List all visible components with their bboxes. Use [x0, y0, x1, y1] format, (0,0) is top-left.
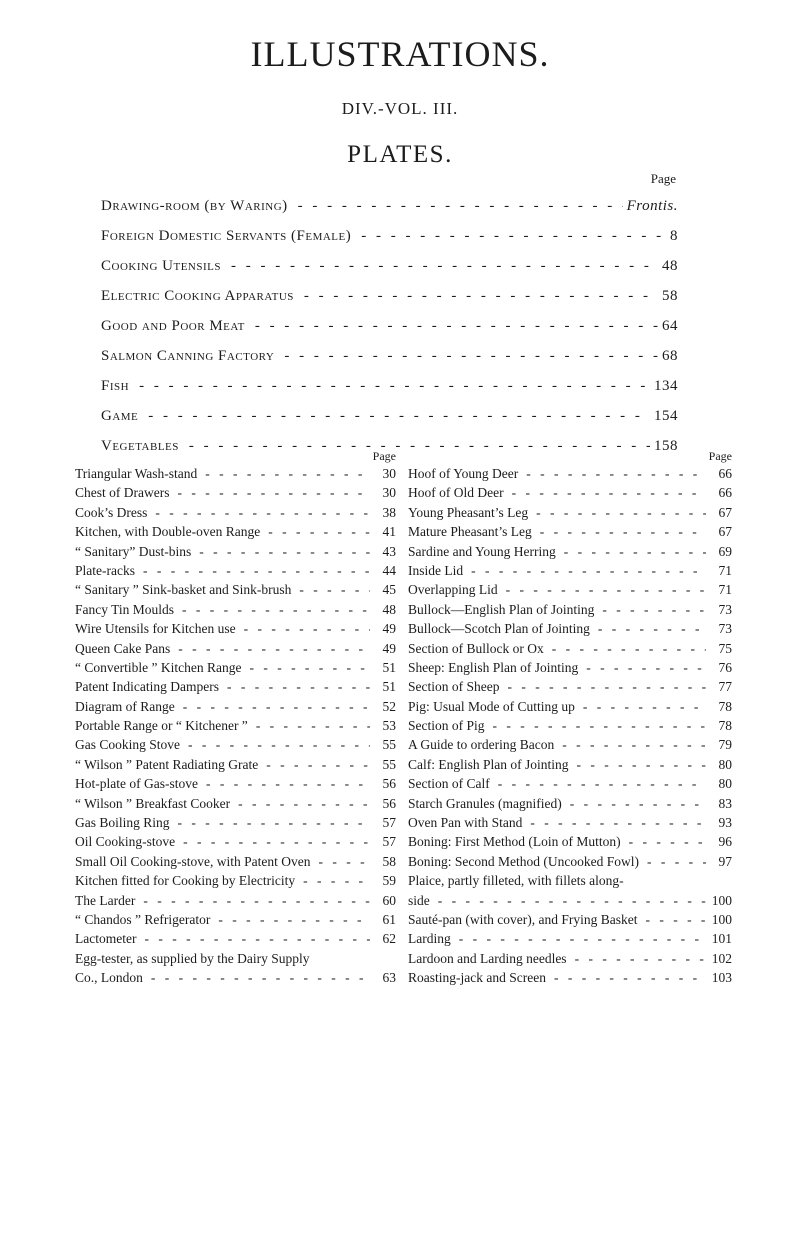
plate-title: Salmon Canning Factory [101, 348, 275, 364]
illustration-title: “ Sanitary” Dust-bins [75, 543, 192, 559]
illustration-title: Roasting-jack and Screen [408, 970, 546, 986]
illustration-page-number: 66 [718, 466, 732, 481]
illustration-title: Queen Cake Pans [75, 640, 171, 656]
illustration-page-number: 79 [718, 737, 732, 753]
dot-leader [629, 832, 706, 851]
illustration-title: Diagram of Range [75, 698, 175, 714]
illustration-entry [75, 600, 396, 619]
illustration-page-number: 71 [718, 582, 732, 598]
dot-leader [645, 910, 706, 929]
dot-leader [266, 755, 370, 774]
illustration-entry [75, 716, 396, 735]
illustration-title: Mature Pheasant’s Leg [408, 524, 532, 540]
dot-leader [298, 191, 623, 221]
illustration-entry [408, 774, 732, 793]
dot-leader [540, 522, 706, 541]
plate-entry [101, 311, 678, 341]
illustration-entry [408, 658, 732, 677]
dot-leader [506, 580, 706, 599]
illustration-page-number: 101 [711, 931, 732, 947]
illustration-page-number: 57 [382, 815, 396, 831]
right-page-label: Page [708, 449, 732, 463]
dot-leader [564, 542, 706, 561]
illustration-page-number: 66 [718, 485, 732, 501]
illustration-entry [408, 910, 732, 929]
illustration-entry [75, 503, 396, 522]
dot-leader [552, 639, 706, 658]
illustration-title: Larding [408, 931, 451, 947]
illustration-entry [75, 755, 396, 774]
illustration-entry [75, 794, 396, 813]
plate-title: Cooking Utensils [101, 258, 221, 274]
illustration-title: Co., London [75, 970, 143, 986]
illustration-title: Bullock—Scotch Plan of Jointing [408, 621, 590, 637]
illustration-entry [408, 949, 732, 968]
illustration-title: Starch Granules (magnified) [408, 795, 562, 811]
plate-page-number: Frontis. [626, 198, 678, 214]
dot-leader [471, 561, 706, 580]
illustration-title: Section of Pig [408, 718, 485, 734]
illustration-entry [75, 522, 396, 541]
plate-title: Good and Poor Meat [101, 318, 245, 334]
illustration-title: Hoof of Old Deer [408, 485, 504, 501]
plate-page-number: 134 [654, 378, 678, 394]
plate-title: Game [101, 408, 139, 424]
volume-subtitle: DIV.-VOL. III. [341, 99, 459, 118]
illustration-page-number: 80 [718, 776, 732, 792]
illustration-entry [75, 639, 396, 658]
dot-leader [577, 755, 707, 774]
illustration-entry [408, 677, 732, 696]
illustration-title: Sauté-pan (with cover), and Frying Basket [408, 911, 638, 927]
illustration-entry [408, 464, 732, 483]
illustration-page-number: 44 [382, 562, 396, 578]
illustration-page-number: 56 [382, 776, 396, 792]
illustration-page-number: 102 [711, 950, 732, 966]
illustration-entry [408, 813, 732, 832]
illustration-page-number: 100 [711, 892, 732, 908]
left-page-label: Page [372, 449, 396, 463]
illustration-entry [75, 813, 396, 832]
dot-leader [188, 735, 370, 754]
illustration-page-number: 58 [382, 853, 396, 869]
illustration-entry [75, 968, 396, 987]
dot-leader [498, 774, 706, 793]
illustration-title: Plate-racks [75, 562, 135, 578]
illustration-title: “ Wilson ” Breakfast Cooker [75, 795, 231, 811]
illustration-page-number: 51 [382, 659, 396, 675]
dot-leader [554, 968, 706, 987]
illustration-title: Gas Boiling Ring [75, 815, 170, 831]
dot-leader [244, 619, 370, 638]
illustration-title: Lactometer [75, 931, 137, 947]
illustration-entry [75, 832, 396, 851]
dot-leader [177, 483, 370, 502]
illustration-page-number: 78 [718, 698, 732, 714]
illustration-title: A Guide to ordering Bacon [408, 737, 555, 753]
illustration-entry [75, 774, 396, 793]
illustration-entry [75, 910, 396, 929]
illustration-title: Lardoon and Larding needles [408, 950, 567, 966]
page-title: ILLUSTRATIONS. [250, 34, 550, 74]
dot-leader [255, 311, 658, 341]
plate-entry [101, 371, 678, 401]
illustration-title: Sardine and Young Herring [408, 543, 556, 559]
dot-leader [507, 677, 706, 696]
illustration-title: Oil Cooking-stove [75, 834, 176, 850]
plate-page-number: 8 [670, 228, 678, 244]
illustration-page-number: 80 [718, 756, 732, 772]
illustration-entry [75, 542, 396, 561]
illustration-title: The Larder [75, 892, 136, 908]
plate-title: Drawing-room (by Waring) [101, 198, 288, 214]
illustration-title: Hot-plate of Gas-stove [75, 776, 198, 792]
dot-leader [361, 221, 666, 251]
illustration-title: Fancy Tin Moulds [75, 601, 175, 617]
plates-list [101, 191, 678, 461]
illustration-entry [408, 832, 732, 851]
illustration-entry [75, 871, 396, 890]
plate-entry [101, 341, 678, 371]
dot-leader [238, 794, 370, 813]
illustration-page-number: 73 [718, 601, 732, 617]
illustration-entry [75, 949, 396, 968]
plate-entry [101, 221, 678, 251]
dot-leader [647, 852, 706, 871]
dot-leader [143, 891, 370, 910]
dot-leader [299, 580, 370, 599]
dot-leader [249, 658, 370, 677]
illustration-page-number: 59 [382, 873, 396, 889]
illustration-page-number: 53 [382, 718, 396, 734]
dot-leader [206, 774, 370, 793]
dot-leader [512, 483, 706, 502]
plates-heading: PLATES. [347, 141, 453, 168]
illustration-entry [408, 891, 732, 910]
illustration-page-number: 55 [382, 756, 396, 772]
dot-leader [144, 929, 370, 948]
dot-leader [536, 503, 706, 522]
illustration-title: “ Chandos ” Refrigerator [75, 911, 211, 927]
left-entries [75, 464, 396, 988]
plate-entry [101, 401, 678, 431]
dot-leader [148, 401, 650, 431]
illustration-page-number: 45 [382, 582, 396, 598]
illustration-entry [75, 735, 396, 754]
illustration-entry [408, 871, 732, 890]
illustration-page-number: 38 [382, 504, 396, 520]
dot-leader [319, 852, 371, 871]
illustration-title: Inside Lid [408, 562, 464, 578]
dot-leader [459, 929, 706, 948]
dot-leader [256, 716, 370, 735]
plate-entry [101, 281, 678, 311]
illustration-title: Portable Range or “ Kitchener ” [75, 718, 248, 734]
right-entries [408, 464, 732, 988]
illustration-title: Pig: Usual Mode of Cutting up [408, 698, 575, 714]
dot-leader [155, 503, 370, 522]
illustration-title: Calf: English Plan of Jointing [408, 756, 569, 772]
plate-page-number: 154 [654, 408, 678, 424]
dot-leader [178, 639, 370, 658]
illustration-page-number: 49 [382, 621, 396, 637]
illustration-page-number: 62 [382, 931, 396, 947]
illustration-page-number: 73 [718, 621, 732, 637]
dot-leader [526, 464, 706, 483]
illustration-entry [408, 483, 732, 502]
dot-leader [438, 891, 706, 910]
illustration-page-number: 48 [382, 601, 396, 617]
dot-leader [227, 677, 370, 696]
illustration-title: Young Pheasant’s Leg [408, 504, 529, 520]
illustration-page-number: 75 [718, 640, 732, 656]
illustration-title: Boning: First Method (Loin of Mutton) [408, 834, 621, 850]
illustration-title: Patent Indicating Dampers [75, 679, 219, 695]
illustration-title: Overlapping Lid [408, 582, 498, 598]
illustration-entry [75, 658, 396, 677]
left-illustrations-column [75, 448, 396, 988]
right-illustrations-column [408, 448, 732, 988]
illustration-title: “ Wilson ” Patent Radiating Grate [75, 756, 259, 772]
illustration-page-number: 30 [382, 466, 396, 481]
illustration-entry [75, 561, 396, 580]
dot-leader [284, 341, 658, 371]
illustration-title: Triangular Wash-stand [75, 466, 198, 481]
plate-page-number: 68 [662, 348, 678, 364]
illustration-entry [75, 891, 396, 910]
dot-leader [304, 281, 658, 311]
illustration-entry [75, 677, 396, 696]
illustration-page-number: 96 [718, 834, 732, 850]
illustration-page-number: 57 [382, 834, 396, 850]
illustration-entry [408, 600, 732, 619]
illustration-title: Section of Calf [408, 776, 490, 792]
dot-leader [530, 813, 706, 832]
illustration-title: Plaice, partly filleted, with fillets along- [408, 873, 624, 889]
illustration-page-number: 63 [382, 970, 396, 986]
dot-leader [575, 949, 706, 968]
dot-leader [583, 697, 706, 716]
illustration-entry [408, 561, 732, 580]
dot-leader [205, 464, 370, 483]
dot-leader [183, 697, 370, 716]
illustration-page-number: 71 [718, 562, 732, 578]
illustration-page-number: 93 [718, 815, 732, 831]
dot-leader [182, 600, 370, 619]
illustration-entry [408, 639, 732, 658]
plate-page-number: 64 [662, 318, 678, 334]
dot-leader [143, 561, 370, 580]
illustration-entry [75, 697, 396, 716]
dot-leader [139, 371, 650, 401]
illustration-title: Section of Bullock or Ox [408, 640, 544, 656]
illustration-page-number: 56 [382, 795, 396, 811]
illustration-entry [75, 619, 396, 638]
illustration-entry [408, 794, 732, 813]
illustration-entry [408, 735, 732, 754]
dot-leader [218, 910, 370, 929]
illustration-page-number: 100 [711, 911, 732, 927]
dot-leader [562, 735, 706, 754]
plate-entry [101, 251, 678, 281]
dot-leader [231, 251, 658, 281]
dot-leader [493, 716, 707, 735]
dot-leader [602, 600, 706, 619]
dot-leader [303, 871, 370, 890]
dot-leader [570, 794, 706, 813]
illustration-page-number: 60 [382, 892, 396, 908]
illustration-title: Section of Sheep [408, 679, 500, 695]
illustration-title: Cook’s Dress [75, 504, 148, 520]
illustration-entry [75, 483, 396, 502]
plates-page-label: Page [650, 171, 676, 186]
illustration-page-number: 67 [718, 524, 732, 540]
illustration-title: side [408, 892, 430, 908]
illustration-entry [408, 716, 732, 735]
illustration-entry [408, 929, 732, 948]
illustration-title: “ Convertible ” Kitchen Range [75, 659, 242, 675]
illustration-title: Sheep: English Plan of Jointing [408, 659, 579, 675]
illustration-page-number: 76 [718, 659, 732, 675]
illustration-entry [408, 852, 732, 871]
dot-leader [151, 968, 370, 987]
illustration-page-number: 61 [382, 911, 396, 927]
illustration-entry [408, 619, 732, 638]
dot-leader [183, 832, 370, 851]
illustration-page-number: 103 [711, 970, 732, 986]
illustration-page-number: 49 [382, 640, 396, 656]
illustration-page-number: 69 [718, 543, 732, 559]
illustration-entry [408, 580, 732, 599]
illustration-page-number: 67 [718, 504, 732, 520]
illustration-page-number: 83 [718, 795, 732, 811]
plate-page-number: 48 [662, 258, 678, 274]
illustration-title: Small Oil Cooking-stove, with Patent Oven [75, 853, 311, 869]
illustration-entry [75, 929, 396, 948]
plate-title: Vegetables [101, 438, 179, 454]
dot-leader [268, 522, 370, 541]
illustration-title: Oven Pan with Stand [408, 815, 523, 831]
illustration-page-number: 30 [382, 485, 396, 501]
illustration-title: Chest of Drawers [75, 485, 170, 501]
illustration-page-number: 77 [718, 679, 732, 695]
illustration-entry [75, 580, 396, 599]
plate-page-number: 158 [654, 438, 678, 454]
illustration-page-number: 97 [718, 853, 732, 869]
dot-leader [586, 658, 706, 677]
illustration-title: Egg-tester, as supplied by the Dairy Supply [75, 950, 310, 966]
illustration-title: Kitchen fitted for Cooking by Electricity [75, 873, 296, 889]
illustration-title: Hoof of Young Deer [408, 466, 519, 481]
illustration-title: “ Sanitary ” Sink-basket and Sink-brush [75, 582, 292, 598]
illustration-entry [408, 968, 732, 987]
illustration-entry [408, 755, 732, 774]
dot-leader [598, 619, 706, 638]
plate-entry [101, 191, 678, 221]
illustration-title: Wire Utensils for Kitchen use [75, 621, 236, 637]
illustration-page-number: 41 [382, 524, 396, 540]
dot-leader [199, 542, 370, 561]
illustration-title: Bullock—English Plan of Jointing [408, 601, 595, 617]
plate-title: Fish [101, 378, 130, 394]
illustration-page-number: 55 [382, 737, 396, 753]
illustration-page-number: 52 [382, 698, 396, 714]
illustration-page-number: 78 [718, 718, 732, 734]
illustration-entry [408, 697, 732, 716]
illustration-title: Kitchen, with Double-oven Range [75, 524, 261, 540]
illustration-title: Gas Cooking Stove [75, 737, 181, 753]
illustration-entry [408, 522, 732, 541]
plate-page-number: 58 [662, 288, 678, 304]
illustration-entry [408, 542, 732, 561]
illustration-page-number: 43 [382, 543, 396, 559]
illustration-entry [75, 464, 396, 483]
plate-title: Foreign Domestic Servants (Female) [101, 228, 352, 244]
plate-title: Electric Cooking Apparatus [101, 288, 294, 304]
illustration-entry [75, 852, 396, 871]
dot-leader [178, 813, 370, 832]
illustration-title: Boning: Second Method (Uncooked Fowl) [408, 853, 639, 869]
illustration-page-number: 51 [382, 679, 396, 695]
illustration-entry [408, 503, 732, 522]
